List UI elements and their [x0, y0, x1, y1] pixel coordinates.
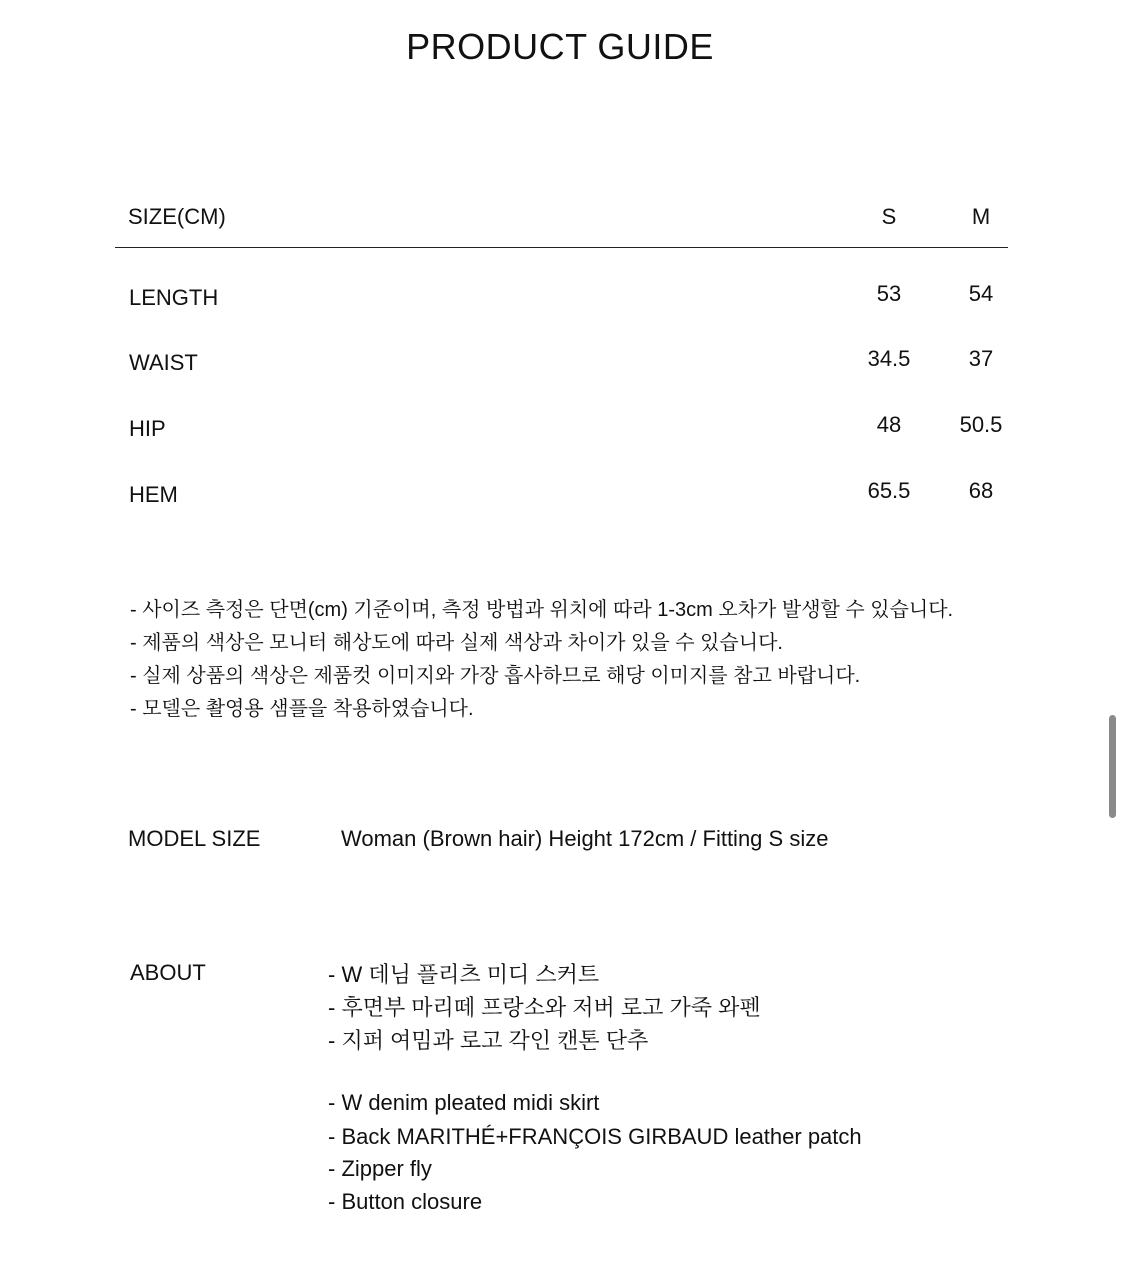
row-label: HEM: [129, 482, 178, 507]
model-size-label: MODEL SIZE: [128, 826, 261, 851]
about-line-en: - W denim pleated midi skirt: [328, 1090, 600, 1115]
about-label: ABOUT: [130, 960, 206, 985]
model-size-value: Woman (Brown hair) Height 172cm / Fitting S size: [341, 826, 829, 851]
row-label: LENGTH: [129, 285, 219, 310]
about-line-en: - Button closure: [328, 1189, 483, 1214]
cell-s: 53: [876, 281, 902, 306]
about-line-en: - Back MARITHÉ+FRANÇOIS GIRBAUD leather patch: [328, 1124, 862, 1149]
cell-m: 37: [968, 346, 994, 371]
about-line-ko: - W 데님 플리츠 미디 스커트: [328, 962, 600, 987]
cell-s: 48: [876, 412, 902, 437]
scrollbar-thumb[interactable]: [1109, 715, 1116, 818]
note-line: - 사이즈 측정은 단면(cm) 기준이며, 측정 방법과 위치에 따라 1-3cm 오차가 발생할 수 있습니다.: [130, 599, 954, 621]
note-line: - 실제 상품의 색상은 제품컷 이미지와 가장 흡사하므로 해당 이미지를 참고 바랍니다.: [130, 665, 861, 687]
column-header-m: M: [971, 204, 991, 229]
row-label: WAIST: [129, 350, 198, 375]
cell-m: 50.5: [959, 412, 1003, 437]
row-label: HIP: [129, 416, 166, 441]
cell-s: 65.5: [867, 478, 911, 503]
cell-m: 54: [968, 281, 994, 306]
about-line-ko: - 후면부 마리떼 프랑소와 저버 로고 가죽 와펜: [328, 995, 761, 1020]
cell-m: 68: [968, 478, 994, 503]
column-header-s: S: [881, 204, 897, 229]
size-table-header: SIZE(CM): [128, 204, 226, 229]
about-line-en: - Zipper fly: [328, 1156, 432, 1181]
cell-s: 34.5: [867, 346, 911, 371]
note-line: - 제품의 색상은 모니터 해상도에 따라 실제 색상과 차이가 있을 수 있습니다.: [130, 632, 783, 654]
about-line-ko: - 지퍼 여밈과 로고 각인 캔톤 단추: [328, 1028, 649, 1053]
header-divider: [115, 247, 1008, 248]
page-title: PRODUCT GUIDE: [406, 26, 714, 67]
note-line: - 모델은 촬영용 샘플을 착용하였습니다.: [130, 698, 474, 720]
